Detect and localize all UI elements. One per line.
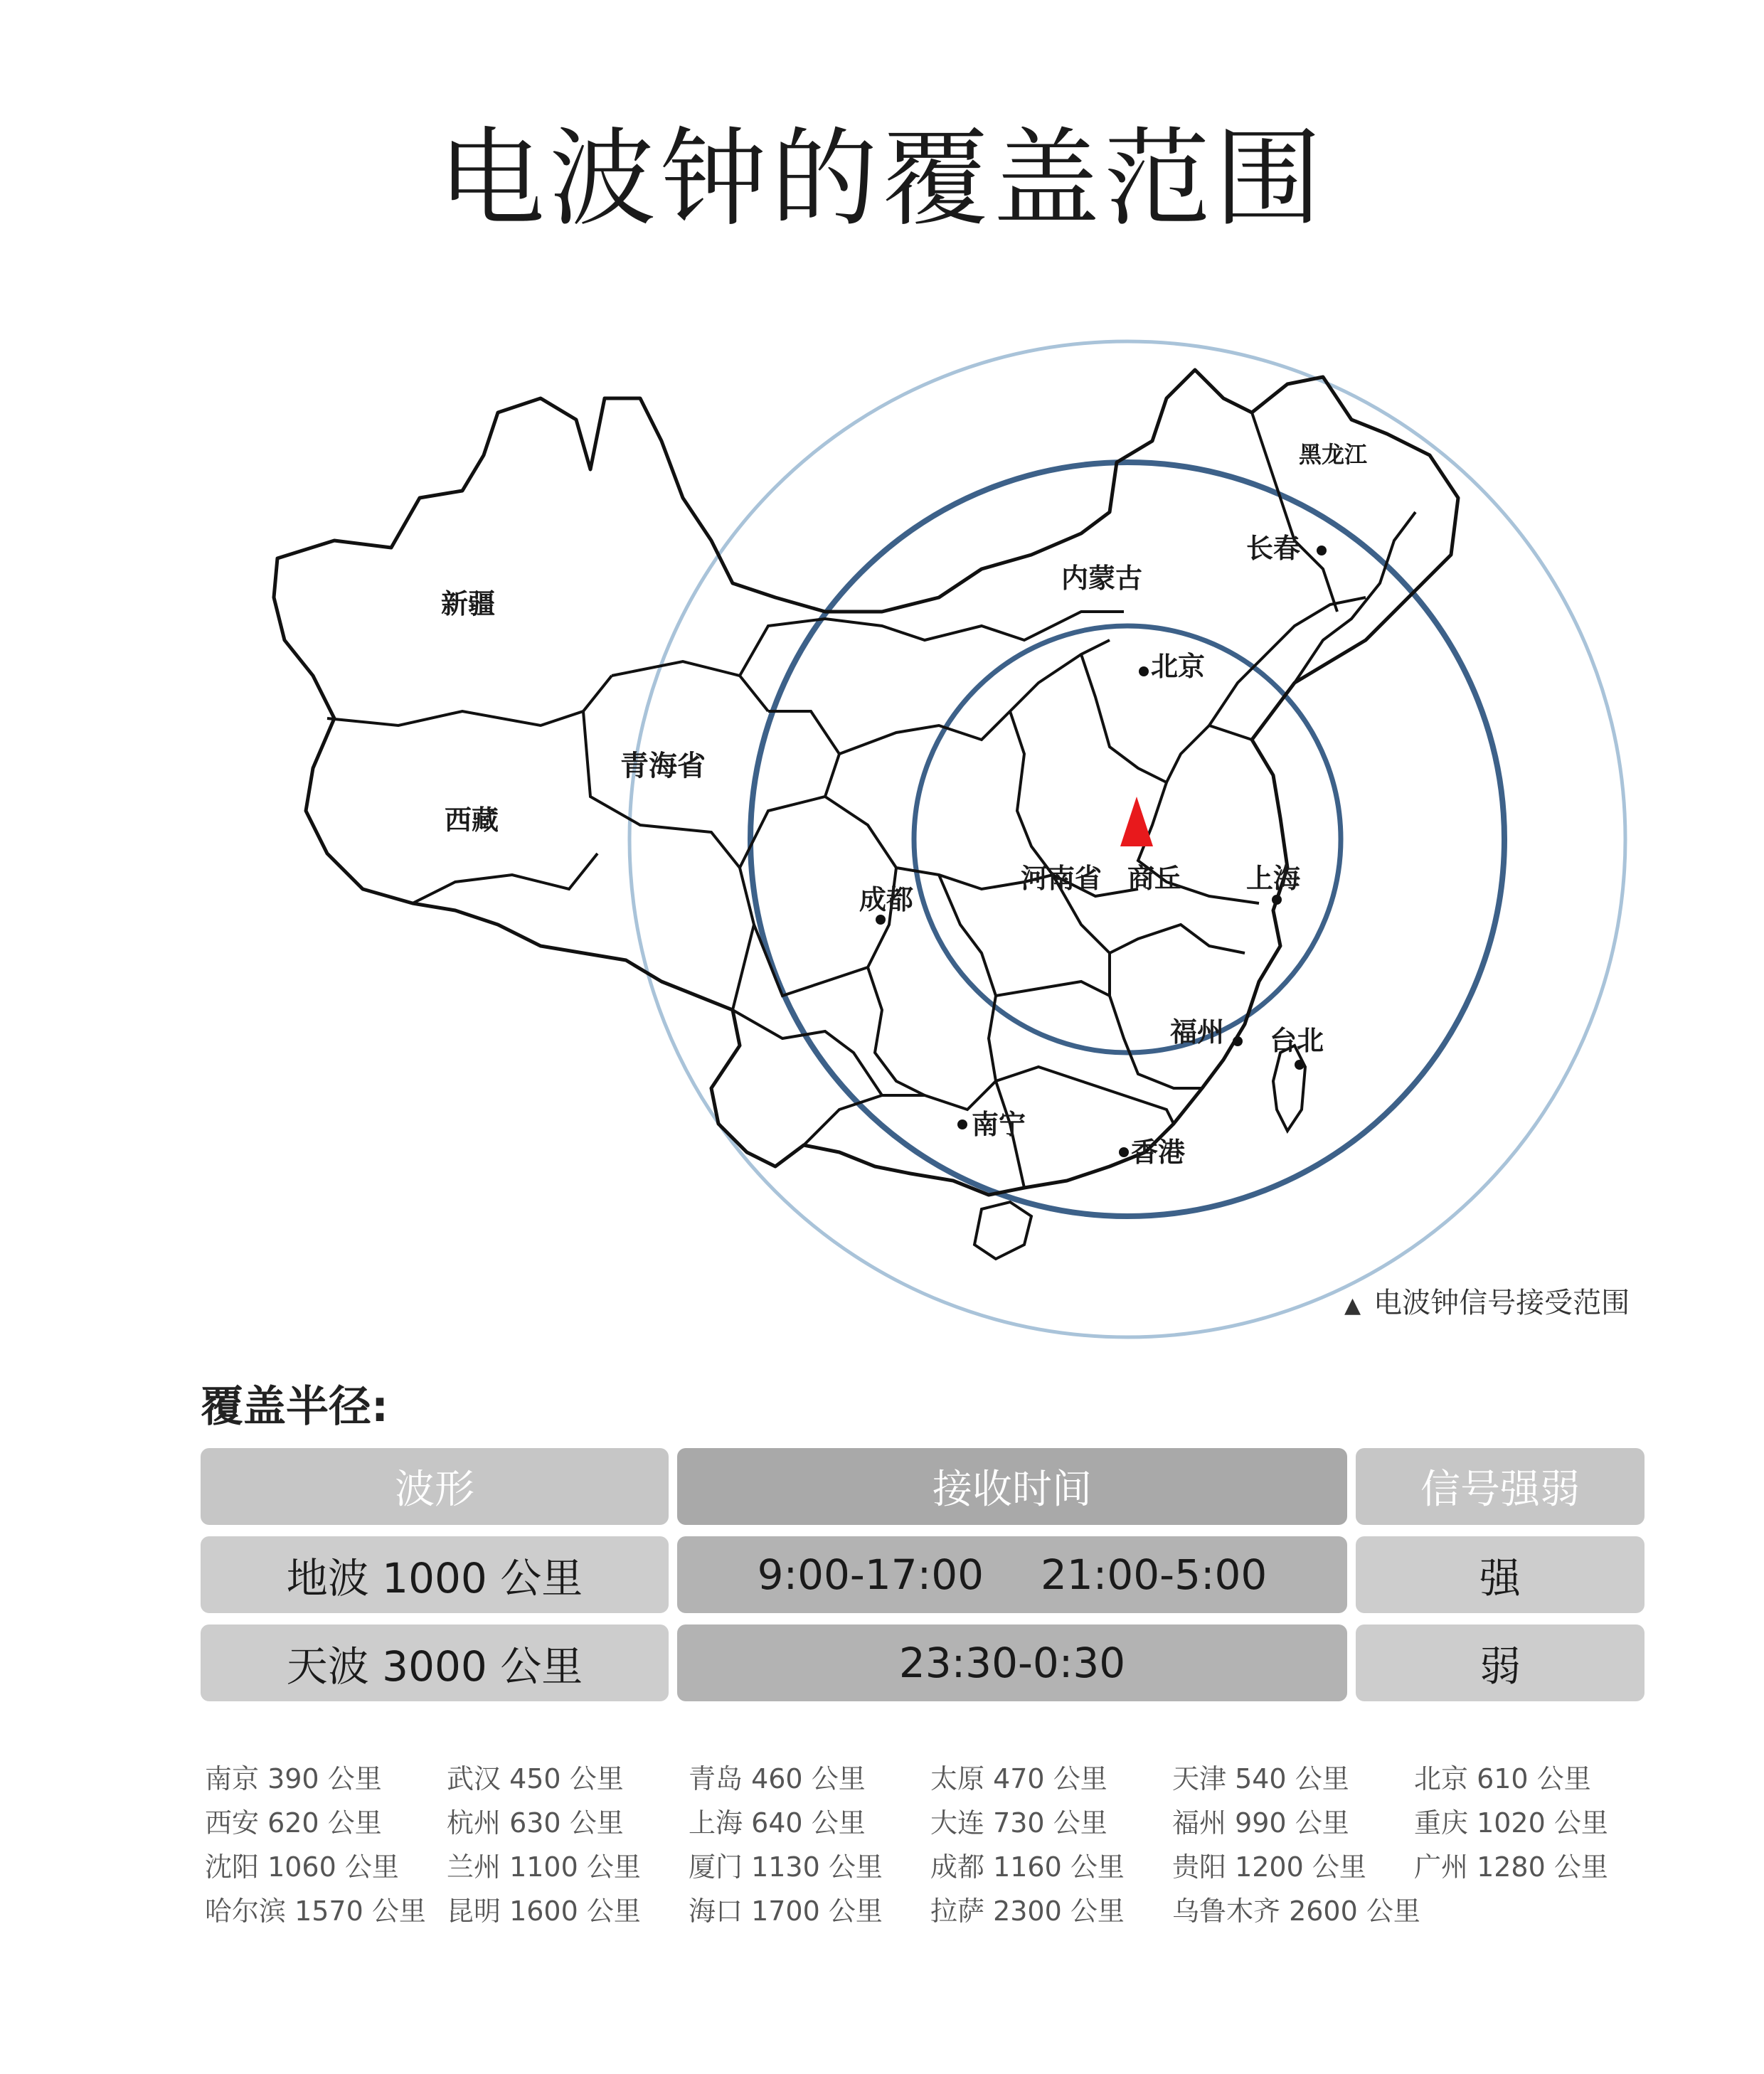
- distance-item: 天津 540 公里: [1172, 1763, 1349, 1794]
- label-shanghai: 上海: [1246, 863, 1301, 894]
- header-time: 接收时间: [677, 1448, 1347, 1525]
- distance-item: 西安 620 公里: [205, 1807, 382, 1839]
- legend-triangle-icon: ▲: [1344, 1293, 1361, 1318]
- distance-item: 厦门 1130 公里: [689, 1851, 883, 1883]
- distance-item: 福州 990 公里: [1172, 1807, 1349, 1839]
- legend-text: 电波钟信号接受范围: [1374, 1287, 1630, 1319]
- label-chengdu: 成都: [859, 884, 914, 915]
- label-xinjiang: 新疆: [441, 588, 496, 619]
- time-a: 23:30-0:30: [898, 1639, 1126, 1687]
- dot-fuzhou: [1233, 1036, 1243, 1046]
- dot-hongkong: [1119, 1147, 1129, 1157]
- table-row: [201, 1624, 1645, 1701]
- header-wave: 波形: [201, 1448, 669, 1525]
- distance-item: 哈尔滨 1570 公里: [205, 1895, 426, 1927]
- label-neimenggu: 内蒙古: [1061, 563, 1143, 594]
- distance-list: [205, 1757, 1656, 1927]
- distance-item: 乌鲁木齐 2600 公里: [1172, 1895, 1420, 1927]
- cell-wave: 天波 3000 公里: [201, 1624, 669, 1701]
- dot-changchun: [1317, 546, 1327, 555]
- label-beijing: 北京: [1151, 651, 1206, 682]
- cell-wave: 地波 1000 公里: [201, 1536, 669, 1613]
- distance-item: 青岛 460 公里: [689, 1763, 866, 1794]
- time-b: 21:00-5:00: [1041, 1551, 1268, 1599]
- label-changchun: 长春: [1246, 533, 1301, 564]
- distance-item: 重庆 1020 公里: [1414, 1807, 1608, 1839]
- transmitter-triangle: [1120, 797, 1153, 846]
- label-taipei: 台北: [1270, 1025, 1324, 1056]
- page-title: 电波钟的覆盖范围: [437, 117, 1326, 241]
- label-xizang: 西藏: [445, 804, 499, 836]
- header-strength: 信号强弱: [1356, 1448, 1645, 1525]
- map-legend: [1344, 1280, 1630, 1321]
- distance-item: 沈阳 1060 公里: [205, 1851, 399, 1883]
- table-row: [201, 1536, 1645, 1613]
- label-heilongjiang: 黑龙江: [1299, 441, 1368, 468]
- cell-time: [677, 1536, 1347, 1613]
- dot-chengdu: [876, 915, 886, 925]
- label-shangqiu: 商丘: [1127, 863, 1182, 894]
- time-a: 9:00-17:00: [757, 1551, 984, 1599]
- distance-item: 广州 1280 公里: [1414, 1851, 1608, 1883]
- label-fuzhou: 福州: [1170, 1016, 1225, 1048]
- cell-strength: 强: [1356, 1536, 1645, 1613]
- distance-item: 贵阳 1200 公里: [1172, 1851, 1366, 1883]
- distance-item: 兰州 1100 公里: [447, 1851, 641, 1883]
- dot-shanghai: [1272, 895, 1282, 905]
- label-nanning: 南宁: [972, 1109, 1026, 1140]
- distance-item: 成都 1160 公里: [930, 1851, 1125, 1883]
- distance-item: 拉萨 2300 公里: [930, 1895, 1125, 1927]
- distance-item: 大连 730 公里: [930, 1807, 1107, 1839]
- label-henan: 河南省: [1021, 863, 1102, 894]
- distance-item: 武汉 450 公里: [447, 1763, 624, 1794]
- distance-item: 北京 610 公里: [1414, 1763, 1591, 1794]
- hainan-island: [974, 1202, 1031, 1259]
- distance-item: 太原 470 公里: [930, 1763, 1107, 1794]
- distance-item: 昆明 1600 公里: [447, 1895, 641, 1927]
- cell-time: [677, 1624, 1347, 1701]
- taiwan-island: [1273, 1046, 1305, 1131]
- distance-item: 杭州 630 公里: [447, 1807, 624, 1839]
- dot-nanning: [957, 1120, 967, 1129]
- cell-strength: 弱: [1356, 1624, 1645, 1701]
- table-header-row: [201, 1448, 1645, 1525]
- coverage-table: [201, 1448, 1645, 1713]
- dot-beijing: [1139, 666, 1149, 676]
- province-borders: [327, 413, 1415, 1188]
- distance-item: 上海 640 公里: [689, 1807, 866, 1839]
- distance-item: 海口 1700 公里: [689, 1895, 883, 1927]
- coverage-title: 覆盖半径:: [201, 1382, 388, 1432]
- dot-taipei: [1295, 1060, 1305, 1070]
- label-hongkong: 香港: [1131, 1137, 1186, 1168]
- label-qinghai: 青海省: [620, 750, 706, 782]
- distance-item: 南京 390 公里: [205, 1763, 382, 1794]
